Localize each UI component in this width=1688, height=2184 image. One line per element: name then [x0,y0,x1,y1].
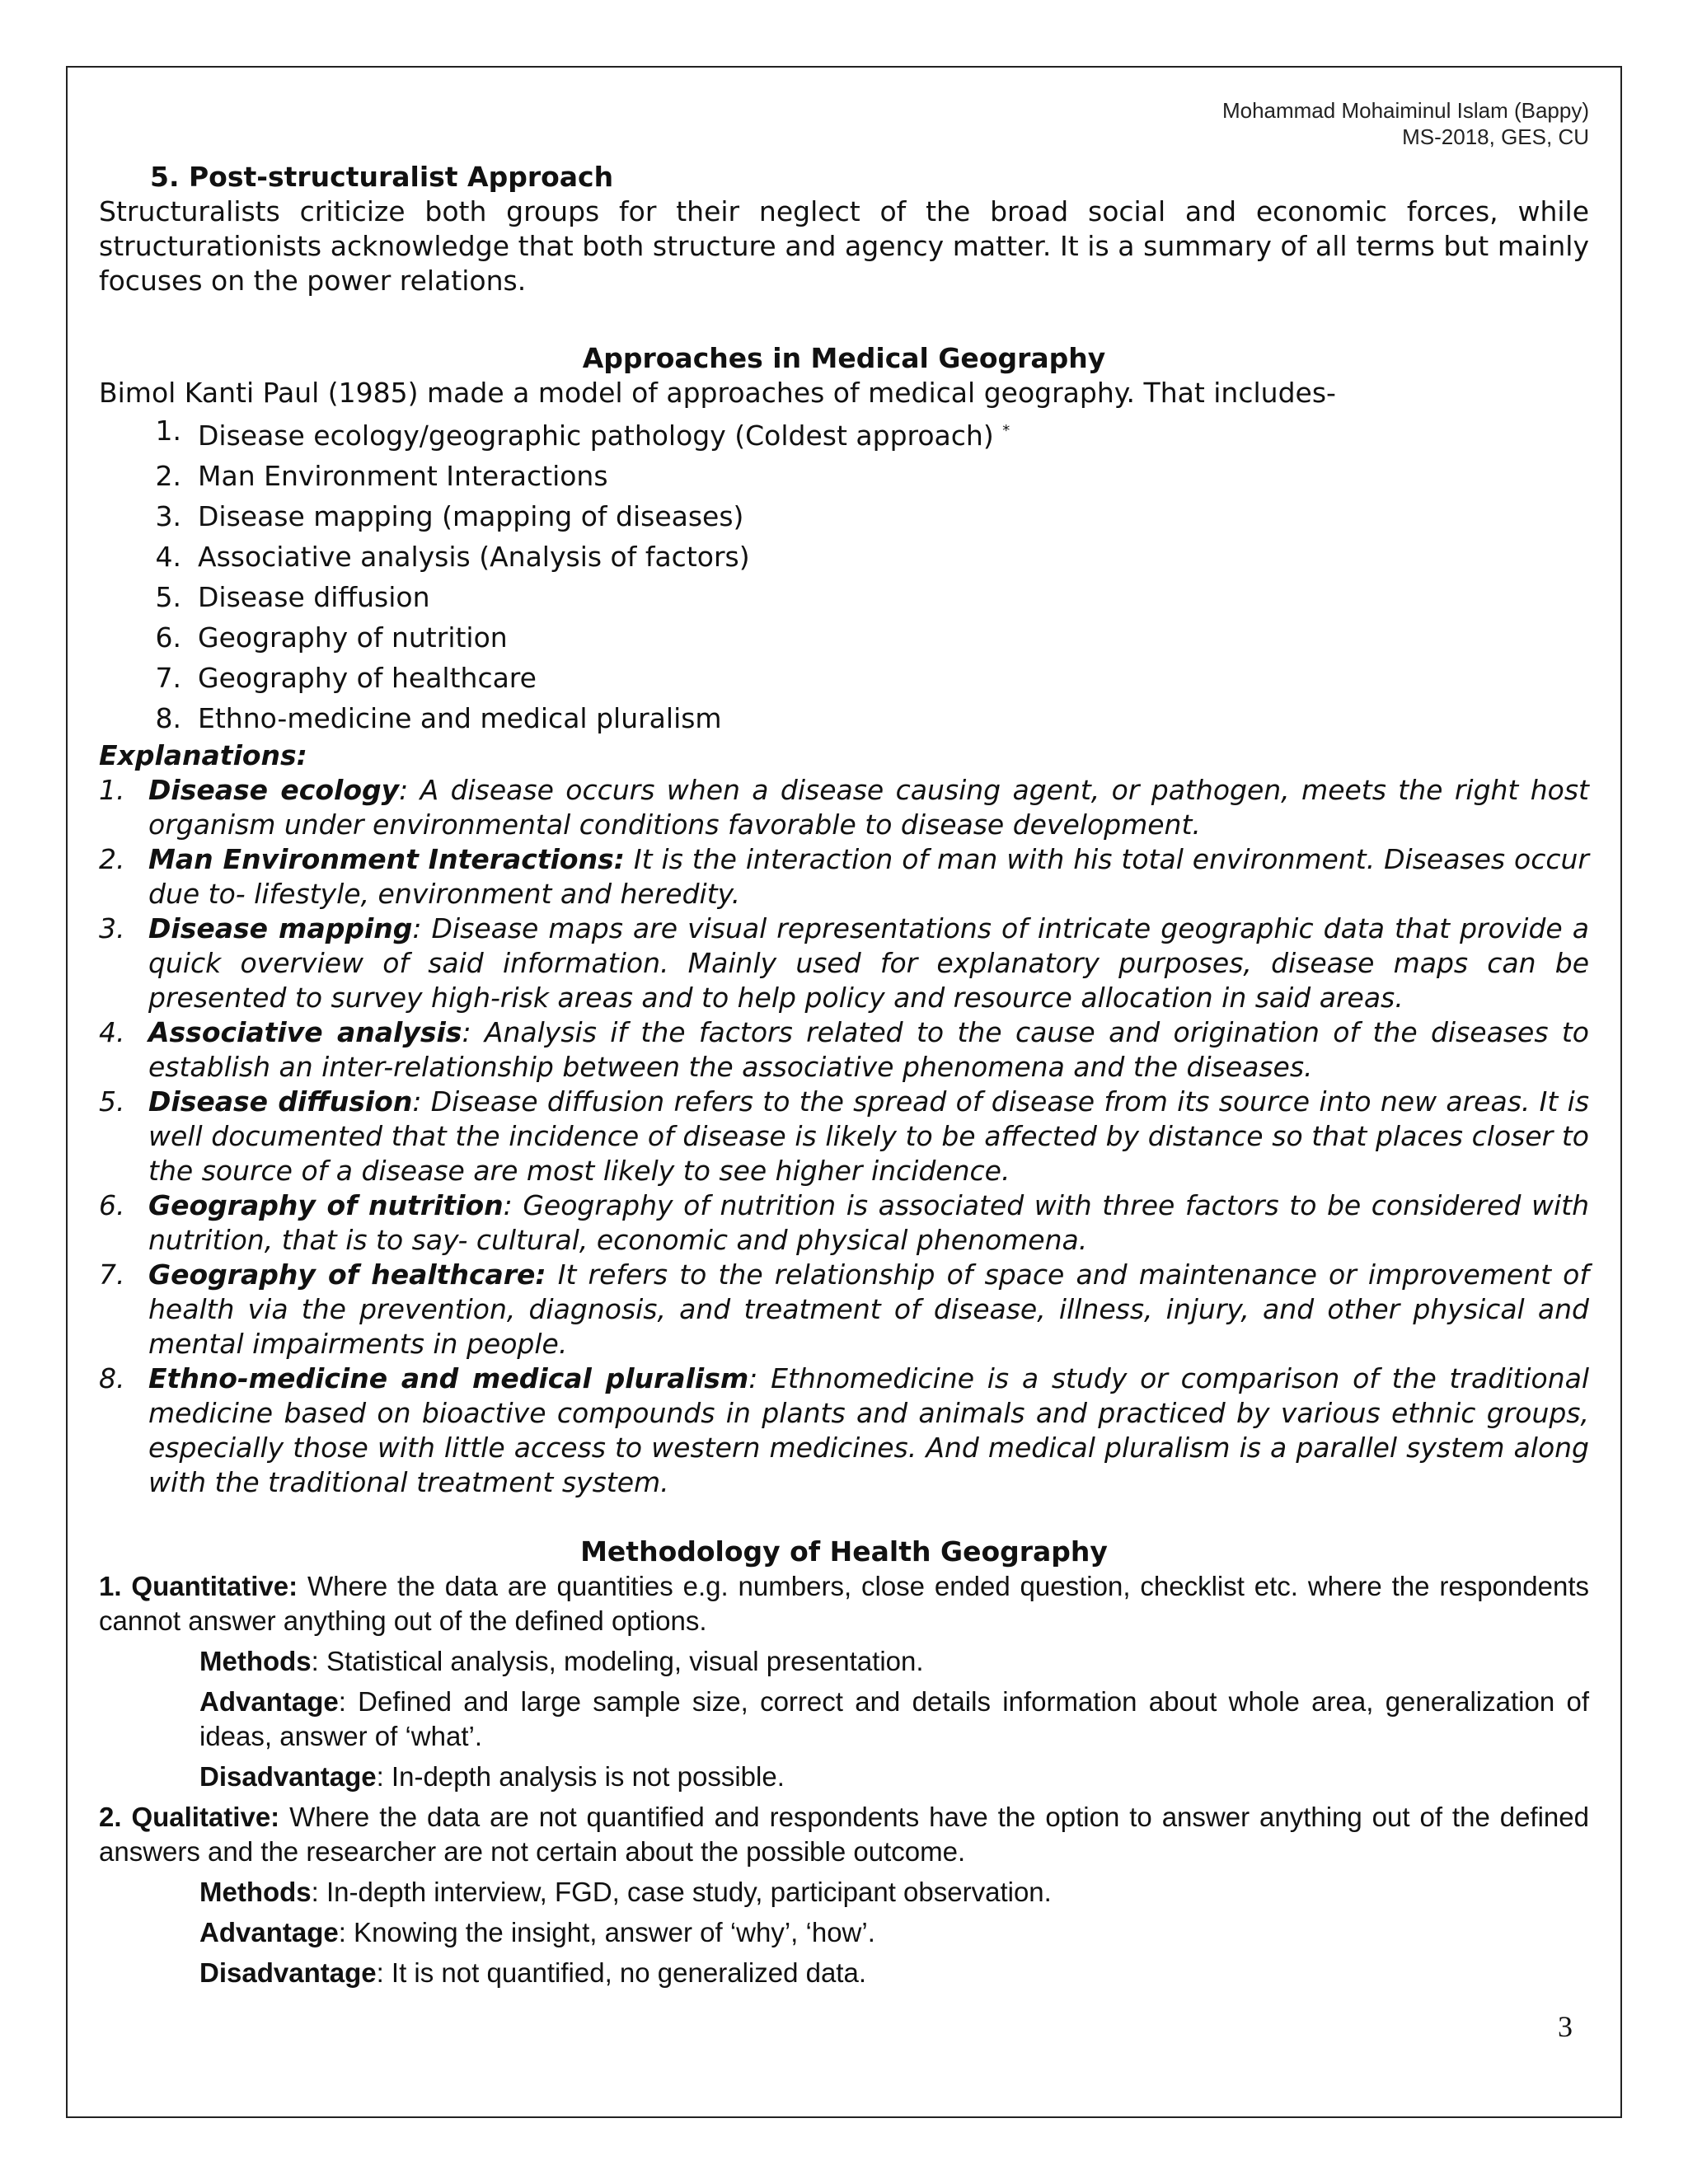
list-item [99,1015,1589,1085]
quantitative-paragraph [99,1569,1589,1638]
qualitative-label: 2. Qualitative: [99,1802,280,1832]
author-name: Mohammad Mohaiminul Islam (Bappy) [1221,98,1589,123]
list-number: 2. [99,843,125,875]
methods-text: : Statistical analysis, modeling, visual presentation. [311,1646,924,1676]
list-item [99,537,1589,577]
quantitative-advantage [99,1685,1589,1754]
explanations-heading: Explanations: [99,739,307,771]
list-number: 7. [155,662,181,694]
list-item [99,577,1589,617]
advantage-label: Advantage [199,1917,339,1947]
list-text: Associative analysis (Analysis of factors) [198,541,750,573]
methods-text: : In-depth interview, FGD, case study, participant observation. [311,1877,1052,1907]
advantage-text: : Defined and large sample size, correct and details information about whole area, generalization of ideas, answer of ‘what’. [199,1686,1589,1751]
section-heading-post-structuralist: 5. Post-structuralist Approach [150,161,614,193]
list-text: Geography of healthcare [198,662,537,694]
page-header [99,97,1589,150]
definition: : Ethnomedicine is a study or comparison of the traditional medicine based on bioactive compounds in plants and animals and practiced by various ethnic groups, especially those with little access to western medicines. And medical pluralism is a parallel system along with the traditional treatment system. [148,1362,1590,1498]
page-content [99,97,1589,1990]
list-text: Geography of nutrition [198,621,508,654]
term: Disease mapping [148,912,413,944]
list-number: 6. [155,621,181,654]
qualitative-methods [99,1875,1589,1910]
list-item [99,1085,1589,1188]
list-item [99,842,1589,912]
term: Associative analysis [148,1016,462,1048]
list-text: Disease mapping (mapping of diseases) [198,500,744,532]
list-item [99,658,1589,698]
advantage-text: : Knowing the insight, answer of ‘why’, ‘how’. [338,1917,875,1947]
course-info: MS-2018, GES, CU [1402,124,1589,149]
term: Geography of healthcare: [148,1258,546,1291]
definition: : Disease maps are visual representations of intricate geographic data that provide a quick overview of said information. Mainly used for explanatory purposes, disease maps can be presented to survey high-risk areas and to help policy and resource allocation in said areas. [148,912,1589,1014]
definition: It refers to the relationship of space and maintenance or improvement of health via the prevention, diagnosis, and treatment of disease, illness, injury, and other physical and mental impairments in people. [148,1258,1589,1360]
post-structuralist-paragraph: Structuralists criticize both groups for their neglect of the broad social and economic forces, while structurationists acknowledge that both structure and agency matter. It is a summary of all terms but mainly focuses on the power relations. [99,195,1589,297]
advantage-label: Advantage [199,1686,339,1717]
qualitative-advantage [99,1915,1589,1950]
list-number: 1. [99,774,125,806]
footnote-mark: * [1002,422,1010,439]
approaches-list [99,410,1589,738]
term: Ethno-medicine and medical pluralism [148,1362,749,1394]
list-number: 5. [99,1085,125,1118]
quantitative-text: Where the data are quantities e.g. numbers, close ended question, checklist etc. where the respondents cannot answer anything out of the defined options. [99,1571,1589,1636]
page-number: 3 [1558,2010,1573,2043]
list-number: 5. [155,581,181,613]
definition: It is the interaction of man with his total environment. Diseases occur due to- lifestyle, environment and heredity. [148,843,1589,910]
qualitative-paragraph [99,1800,1589,1869]
qualitative-text: Where the data are not quantified and respondents have the option to answer anything out of the defined answers and the researcher are not certain about the possible outcome. [99,1802,1589,1867]
disadvantage-label: Disadvantage [199,1761,377,1792]
term: Man Environment Interactions: [148,843,625,875]
list-number: 2. [155,460,181,492]
definition: : A disease occurs when a disease causing agent, or pathogen, meets the right host organism under environmental conditions favorable to disease development. [148,774,1589,841]
quantitative-disadvantage [99,1760,1589,1794]
list-text: Disease ecology/geographic pathology (Coldest approach) [198,419,994,452]
list-text: Disease diffusion [198,581,430,613]
disadvantage-label: Disadvantage [199,1957,377,1988]
term: Disease ecology [148,774,400,806]
approaches-title: Approaches in Medical Geography [582,342,1106,374]
disadvantage-text: : In-depth analysis is not possible. [376,1761,785,1792]
list-item [99,1258,1589,1361]
qualitative-disadvantage [99,1956,1589,1990]
explanations-list [99,773,1589,1500]
term: Geography of nutrition [148,1189,504,1221]
list-number: 8. [155,702,181,734]
list-number: 4. [99,1016,125,1048]
list-number: 3. [155,500,181,532]
list-number: 3. [99,912,125,944]
disadvantage-text: : It is not quantified, no generalized data. [376,1957,866,1988]
list-item [99,698,1589,738]
list-text: Ethno-medicine and medical pluralism [198,702,722,734]
definition: : Analysis if the factors related to the cause and origination of the diseases to establish an inter-relationship between the associative phenomena and the diseases. [148,1016,1590,1083]
list-item [99,496,1589,537]
list-number: 7. [99,1258,125,1291]
methodology-title: Methodology of Health Geography [580,1535,1108,1568]
methods-label: Methods [199,1646,312,1676]
list-number: 8. [99,1362,125,1394]
list-number: 4. [155,541,181,573]
definition: : Disease diffusion refers to the spread of disease from its source into new areas. It is well documented that the incidence of disease is likely to be affected by distance so that places closer to the source of a disease are most likely to see higher incidence. [148,1085,1590,1187]
list-item [99,456,1589,496]
approaches-intro: Bimol Kanti Paul (1985) made a model of approaches of medical geography. That includes- [99,377,1336,409]
term: Disease diffusion [148,1085,413,1118]
list-item [99,617,1589,658]
list-item [99,912,1589,1015]
list-item [99,1361,1589,1500]
definition: : Geography of nutrition is associated with three factors to be considered with nutrition, that is to say- cultural, economic and physical phenomena. [148,1189,1589,1256]
list-item [99,773,1589,842]
methods-label: Methods [199,1877,312,1907]
list-text: Man Environment Interactions [198,460,608,492]
quantitative-methods [99,1644,1589,1679]
quantitative-label: 1. Quantitative: [99,1571,298,1601]
list-number: 1. [155,415,181,447]
list-number: 6. [99,1189,125,1221]
list-item [99,410,1589,456]
list-item [99,1188,1589,1258]
